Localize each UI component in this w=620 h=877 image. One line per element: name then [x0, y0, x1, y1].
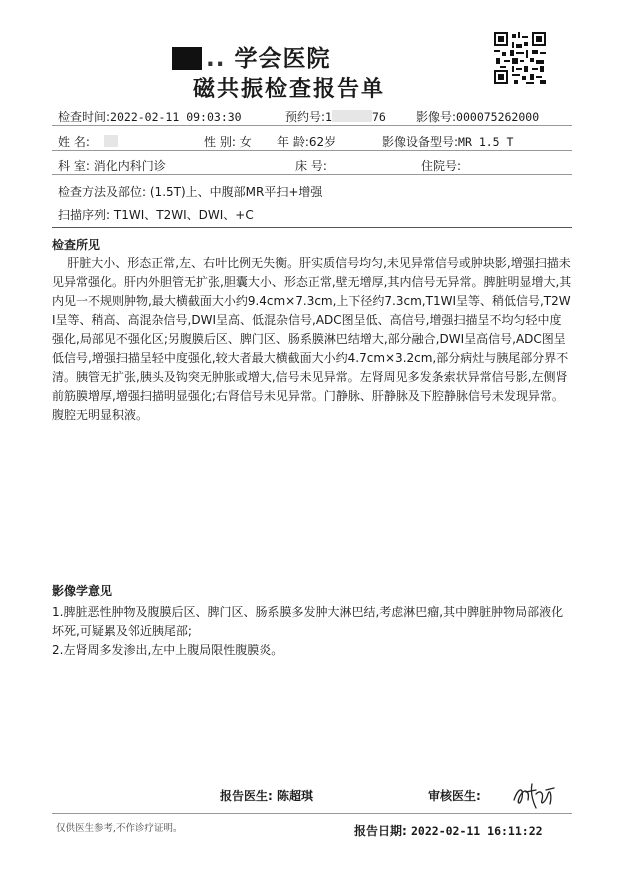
exam-time-value: 2022-02-11 09:03:30: [110, 110, 242, 124]
scan-sequence-row: [58, 206, 254, 223]
age-label: 年 龄:: [277, 135, 309, 149]
report-date-row: [354, 822, 543, 839]
device-label: 影像设备型号:: [382, 135, 459, 149]
report-doctor-row: [220, 787, 313, 804]
report-date-value: 2022-02-11 16:11:22: [411, 824, 543, 838]
department-value: 消化内科门诊: [93, 159, 166, 173]
footer-divider: [52, 813, 572, 814]
divider: [52, 174, 572, 175]
appointment-prefix: 1: [325, 110, 332, 124]
disclaimer: 仅供医生参考,不作诊疗证明。: [56, 823, 183, 834]
handwritten-signature: [510, 778, 558, 812]
redaction-block: [172, 47, 202, 70]
report-title: 磁共振检查报告单: [193, 77, 386, 102]
device-value: MR 1.5 T: [458, 135, 514, 149]
impression-line-1: 1.脾脏恶性肿物及腹膜后区、脾门区、肠系膜多发肿大淋巴结,考虑淋巴瘤,其中脾脏肿物局部液化坏死,可疑累及邻近胰尾部;: [52, 605, 564, 638]
impression-heading: 影像学意见: [52, 584, 113, 598]
qr-code-icon: [494, 32, 546, 84]
review-doctor-row: [428, 787, 481, 804]
age-value: 62岁: [308, 135, 337, 149]
report-doctor-name: 陈超琪: [277, 789, 314, 803]
divider: [52, 227, 572, 228]
name-label: 姓 名:: [58, 135, 90, 149]
appointment-label: 预约号:: [285, 110, 326, 124]
gender-row: [204, 133, 252, 150]
department-label: 科 室:: [58, 159, 90, 173]
appointment-row: [285, 108, 386, 125]
exam-time-row: [58, 108, 242, 125]
exam-method-value: (1.5T)上、中腹部MR平扫+增强: [149, 185, 323, 199]
image-number-row: [416, 108, 539, 125]
gender-value: 女: [239, 135, 252, 149]
image-number-label: 影像号:: [416, 110, 457, 124]
report-date-label: 报告日期:: [354, 824, 407, 838]
exam-method-label: 检查方法及部位:: [58, 185, 147, 199]
divider: [52, 150, 572, 151]
bed-label: 床 号:: [295, 159, 327, 173]
exam-method-row: [58, 183, 322, 200]
admission-label: 住院号:: [421, 159, 462, 173]
bed-row: [295, 157, 327, 174]
findings-heading: 检查所见: [52, 238, 101, 252]
divider: [52, 125, 572, 126]
redaction-blur: [332, 110, 372, 122]
hospital-name-suffix: 学会医院: [234, 46, 331, 72]
report-doctor-label: 报告医生:: [220, 789, 273, 803]
image-number-value: 000075262000: [456, 110, 540, 124]
scan-sequence-value: T1WI、T2WI、DWI、+C: [113, 208, 254, 222]
department-row: [58, 157, 166, 174]
admission-row: [421, 157, 461, 174]
appointment-suffix: 76: [371, 110, 386, 124]
patient-name-row: [58, 133, 118, 150]
impression-line-2: 2.左肾周多发渗出,左中上腹局限性腹膜炎。: [52, 643, 284, 657]
hospital-name: .. 学会医院: [168, 40, 330, 73]
review-doctor-label: 审核医生:: [428, 789, 481, 803]
age-row: [277, 133, 336, 150]
exam-time-label: 检查时间:: [58, 110, 111, 124]
findings-text: 肝脏大小、形态正常,左、右叶比例无失衡。肝实质信号均匀,未见异常信号或肿块影,增强扫描未见异常强化。肝内外胆管无扩张,胆囊大小、形态正常,壁无增厚,其内信号无异常。脾脏明显增大,其内见一不规则肿物,最大横截面大小约9.4cm×7.3cm,上下径约7.3cm,T1WI呈等、稍低信号,T2WI呈等、稍高、高混杂信号,DWI呈高、低混杂信号,ADC图呈低、高信号,增强扫描呈不均匀轻中度强化,局部见不强化区;另腹膜后区、脾门区、肠系膜淋巴结增大,部分融合,DWI呈高信号,ADC图呈低信号,增强扫描呈轻中度强化,较大者最大横截面大小约4.7cm×3.2cm,部分病灶与胰尾部分界不清。胰管无扩张,胰头及钩突无肿胀或增大,信号未见异常。左肾周见多发条索状异常信号影,左侧肾前筋膜增厚,增强扫描明显强化;右肾信号未见异常。门静脉、肝静脉及下腔静脉信号未发现异常。腹腔无明显积液。: [52, 256, 572, 422]
gender-label: 性 别:: [204, 135, 236, 149]
redaction-blur: [104, 135, 118, 147]
device-row: [382, 133, 513, 150]
scan-sequence-label: 扫描序列:: [58, 208, 111, 222]
